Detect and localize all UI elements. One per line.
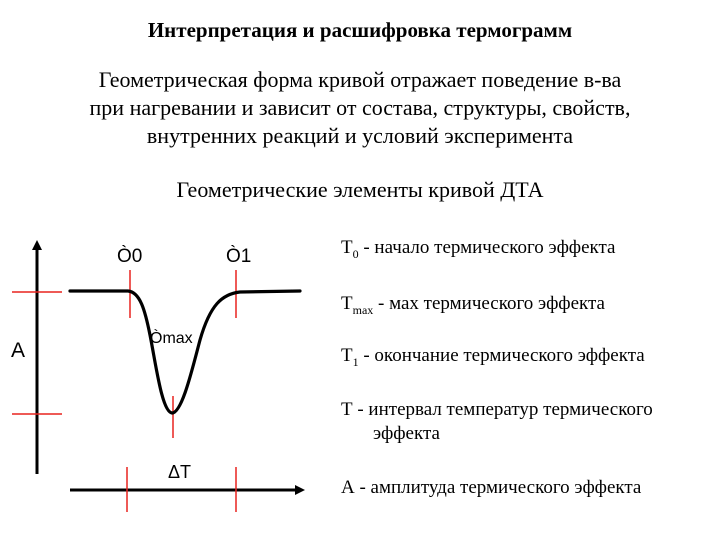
legend-interval-line1: Т - интервал температур термического [341, 399, 653, 420]
legend-tmax-text: - мах термического эффекта [373, 293, 605, 314]
tmax-label: Òmax [150, 330, 193, 347]
legend-tmax [341, 292, 605, 322]
slide-title: Интерпретация и расшифровка термограмм [147, 18, 573, 42]
legend-amplitude-text: А - амплитуда термического эффекта [341, 477, 642, 498]
dta-curve [70, 291, 300, 413]
legend-t1-text: - окончание термического эффекта [358, 345, 645, 366]
legend-t1-symbol: T [341, 345, 353, 366]
legend-tmax-sub: max [352, 302, 374, 317]
t1-label: Ò1 [226, 246, 252, 267]
legend-t1 [341, 344, 645, 374]
legend-interval [341, 398, 653, 446]
intro-line: Геометрическая форма кривой отражает поведение в-ва [98, 67, 622, 92]
amplitude-label: A [11, 339, 26, 362]
legend-t0 [341, 236, 615, 266]
legend-interval-line2: эффекта [373, 423, 440, 444]
legend-t0-text: - начало термического эффекта [358, 237, 616, 258]
legend-tmax-symbol: T [341, 293, 353, 314]
legend-t0-symbol: T [341, 237, 353, 258]
intro-line: при нагревании и зависит от состава, структуры, свойств, [89, 95, 631, 120]
t0-label: Ò0 [117, 246, 143, 267]
intro-line: внутренних реакций и условий эксперимента [146, 123, 574, 148]
legend-amplitude [341, 476, 641, 500]
legend-t0-sub: 0 [352, 246, 359, 261]
interval-label: ΔT [168, 462, 192, 482]
legend-t1-sub: 1 [352, 354, 359, 369]
diagram-subtitle: Геометрические элементы кривой ДТА [176, 177, 544, 202]
